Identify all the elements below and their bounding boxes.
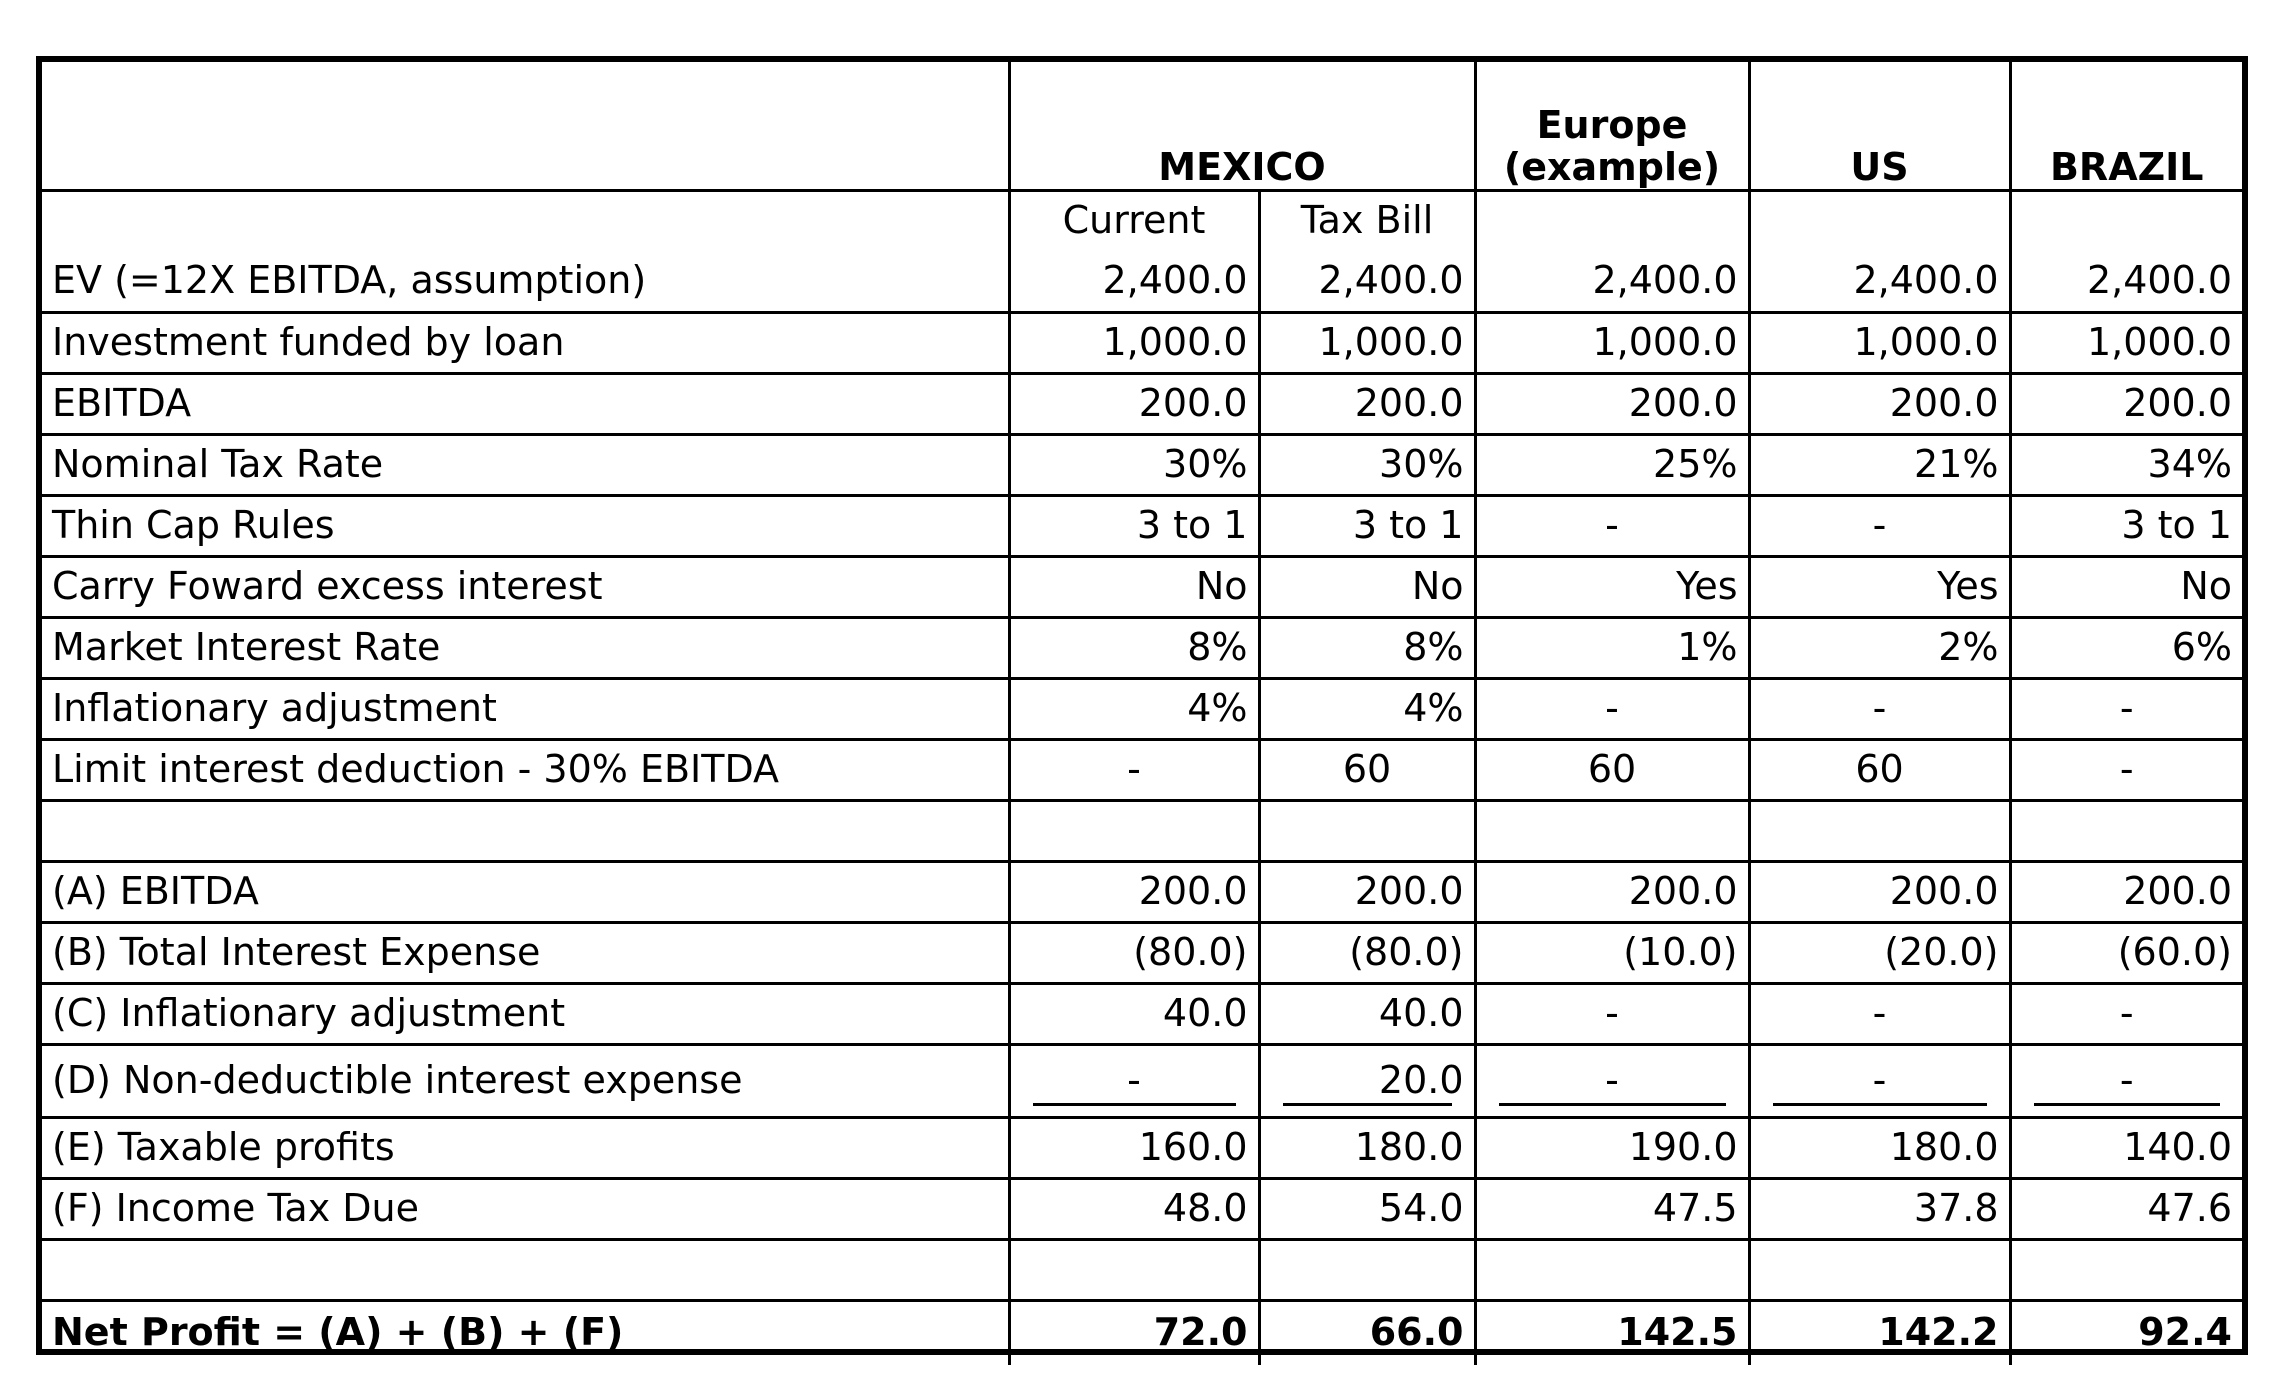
row-value: 8% (1403, 624, 1464, 669)
row-value-cell (1259, 312, 1475, 373)
row-value-cell (1749, 922, 2010, 983)
row-value: 37.8 (1913, 1185, 1999, 1230)
row-value: 200.0 (1138, 380, 1248, 425)
row-value: (10.0) (1623, 929, 1738, 974)
row-value: (20.0) (1884, 929, 1999, 974)
row-value-cell (1749, 739, 2010, 800)
row-value-cell (1475, 678, 1749, 739)
header-europe (1475, 62, 1749, 190)
row-value-cell (1259, 922, 1475, 983)
table-row (42, 800, 2242, 861)
row-value-cell (1475, 495, 1749, 556)
row-label: EV (=12X EBITDA, assumption) (42, 251, 1009, 312)
subheader-tax-bill: Tax Bill (1259, 190, 1475, 251)
row-value-cell (2010, 800, 2242, 861)
row-label: Net Profit = (A) + (B) + (F) (42, 1300, 1009, 1365)
row-value: 72.0 (1153, 1310, 1248, 1355)
row-value: 1,000.0 (2086, 319, 2232, 364)
row-value: - (2119, 990, 2134, 1035)
row-value-cell (1009, 1239, 1259, 1300)
row-value-cell (2010, 1300, 2242, 1365)
row-value-cell (2010, 1178, 2242, 1239)
row-value-cell (1259, 495, 1475, 556)
row-value: 200.0 (2123, 380, 2232, 425)
row-value-cell (2010, 1044, 2242, 1117)
table-row (42, 617, 2242, 678)
row-value-cell (1259, 983, 1475, 1044)
row-value-cell (1475, 1300, 1749, 1365)
row-value: 142.2 (1878, 1310, 1999, 1355)
table-row (42, 1117, 2242, 1178)
row-label: (A) EBITDA (42, 861, 1009, 922)
row-value-cell (1749, 1178, 2010, 1239)
row-value: 21% (1914, 441, 1999, 486)
row-value: - (1605, 1057, 1619, 1102)
row-value-cell (1749, 434, 2010, 495)
header-brazil: BRAZIL (2010, 62, 2242, 190)
subheader-europe-blank (1475, 190, 1749, 251)
row-value-cell (1475, 861, 1749, 922)
table-row (42, 678, 2242, 739)
row-value: 200.0 (1889, 380, 1999, 425)
table-row (42, 1178, 2242, 1239)
row-value: 180.0 (1354, 1124, 1464, 1169)
row-label: Market Interest Rate (42, 617, 1009, 678)
row-value-cell (1259, 556, 1475, 617)
row-value-cell (2010, 678, 2242, 739)
row-value: 20.0 (1378, 1057, 1464, 1102)
row-value-cell (1009, 861, 1259, 922)
row-value: 2,400.0 (2086, 257, 2232, 302)
row-value: - (1605, 990, 1619, 1035)
row-value-cell (1749, 678, 2010, 739)
row-value: 200.0 (1889, 868, 1999, 913)
row-value: 4% (1403, 685, 1464, 730)
table-row (42, 373, 2242, 434)
row-value-cell (1475, 1178, 1749, 1239)
row-value: (80.0) (1133, 929, 1248, 974)
row-value: 30% (1163, 441, 1248, 486)
table-row (42, 1239, 2242, 1300)
row-value-cell (1009, 312, 1259, 373)
row-label: Nominal Tax Rate (42, 434, 1009, 495)
row-value: 1,000.0 (1592, 319, 1738, 364)
row-value: 2,400.0 (1592, 257, 1738, 302)
row-value: 34% (2147, 441, 2232, 486)
row-value: 54.0 (1378, 1185, 1464, 1230)
row-value-cell (1475, 800, 1749, 861)
row-value: - (1605, 685, 1619, 730)
row-value-cell (1749, 983, 2010, 1044)
row-value-cell (1475, 556, 1749, 617)
row-value: Yes (1937, 563, 1999, 608)
row-value: - (1127, 746, 1141, 791)
row-value: - (2119, 746, 2134, 791)
row-value-cell (1475, 434, 1749, 495)
row-value: 6% (2171, 624, 2232, 669)
row-value: No (1195, 563, 1248, 608)
row-value-cell (2010, 983, 2242, 1044)
row-value-cell (1009, 373, 1259, 434)
subtotal-underline (2034, 1103, 2221, 1106)
row-value: 40.0 (1162, 990, 1248, 1035)
row-value-cell (1749, 251, 2010, 312)
row-value: 47.6 (2147, 1185, 2232, 1230)
row-value-cell (1259, 1178, 1475, 1239)
table-row (42, 556, 2242, 617)
row-value: 60 (1342, 746, 1392, 791)
row-value: 200.0 (1354, 868, 1464, 913)
row-value: 1% (1677, 624, 1738, 669)
row-value: 190.0 (1628, 1124, 1738, 1169)
table-row (42, 495, 2242, 556)
subtotal-underline (1033, 1103, 1236, 1106)
row-value: 200.0 (1354, 380, 1464, 425)
subheader-us-blank (1749, 190, 2010, 251)
row-value-cell (1475, 1117, 1749, 1178)
table-row (42, 739, 2242, 800)
row-value-cell (1009, 678, 1259, 739)
row-value-cell (1749, 312, 2010, 373)
row-label: Inflationary adjustment (42, 678, 1009, 739)
row-value-cell (1259, 1300, 1475, 1365)
row-value: - (2119, 1057, 2134, 1102)
row-value: 3 to 1 (1352, 502, 1464, 547)
row-value: 66.0 (1369, 1310, 1464, 1355)
row-value: 8% (1187, 624, 1248, 669)
row-value: 200.0 (2123, 868, 2232, 913)
row-value: Yes (1676, 563, 1738, 608)
row-value-cell (1009, 556, 1259, 617)
row-value-cell (2010, 556, 2242, 617)
row-value: - (1872, 1057, 1887, 1102)
row-value-cell (1475, 739, 1749, 800)
row-value: 142.5 (1617, 1310, 1738, 1355)
table-row (42, 861, 2242, 922)
row-value: 200.0 (1628, 380, 1738, 425)
row-value-cell (1749, 495, 2010, 556)
row-value: 1,000.0 (1318, 319, 1464, 364)
row-label: Carry Foward excess interest (42, 556, 1009, 617)
row-label: (F) Income Tax Due (42, 1178, 1009, 1239)
row-label (42, 800, 1009, 861)
row-value: 25% (1653, 441, 1738, 486)
row-value-cell (1009, 251, 1259, 312)
row-value: - (1605, 502, 1619, 547)
row-label: Thin Cap Rules (42, 495, 1009, 556)
row-value: 140.0 (2123, 1124, 2232, 1169)
table-row (42, 251, 2242, 312)
row-value-cell (1009, 739, 1259, 800)
row-value-cell (1475, 617, 1749, 678)
row-value-cell (2010, 1239, 2242, 1300)
row-value-cell (2010, 495, 2242, 556)
row-value-cell (1259, 251, 1475, 312)
table-row (42, 312, 2242, 373)
row-value-cell (1009, 434, 1259, 495)
row-value-cell (1475, 1239, 1749, 1300)
row-value-cell (2010, 1117, 2242, 1178)
row-label (42, 1239, 1009, 1300)
row-value-cell (1475, 922, 1749, 983)
row-value-cell (1749, 1117, 2010, 1178)
row-value-cell (1259, 373, 1475, 434)
row-value-cell (1259, 678, 1475, 739)
row-value-cell (1749, 373, 2010, 434)
subheader-blank-cell (42, 190, 1009, 251)
subtotal-underline (1499, 1103, 1726, 1106)
row-value-cell (1259, 1044, 1475, 1117)
row-value-cell (2010, 739, 2242, 800)
row-value: 60 (1587, 746, 1637, 791)
subheader-current: Current (1009, 190, 1259, 251)
row-value-cell (1259, 861, 1475, 922)
row-value: 40.0 (1378, 990, 1464, 1035)
row-value-cell (1259, 1239, 1475, 1300)
row-value-cell (2010, 312, 2242, 373)
tax-comparison-table (42, 62, 2242, 1365)
row-value-cell (1749, 1239, 2010, 1300)
row-value-cell (2010, 251, 2242, 312)
row-value-cell (1259, 739, 1475, 800)
row-value: 60 (1855, 746, 1904, 791)
row-value-cell (1009, 495, 1259, 556)
row-value: 2,400.0 (1853, 257, 1999, 302)
comparison-table-frame (36, 56, 2248, 1355)
header-blank-cell (42, 62, 1009, 190)
subheader-brazil-blank (2010, 190, 2242, 251)
row-value-cell (1009, 1117, 1259, 1178)
row-value: (80.0) (1349, 929, 1464, 974)
row-value-cell (1259, 434, 1475, 495)
row-label: (C) Inflationary adjustment (42, 983, 1009, 1044)
subtotal-underline (1773, 1103, 1987, 1106)
row-label: (B) Total Interest Expense (42, 922, 1009, 983)
row-value-cell (1749, 617, 2010, 678)
row-value-cell (1009, 922, 1259, 983)
row-value-cell (1749, 1300, 2010, 1365)
row-value: - (1872, 685, 1887, 730)
row-value: 1,000.0 (1853, 319, 1999, 364)
row-label: Investment funded by loan (42, 312, 1009, 373)
row-value-cell (1475, 373, 1749, 434)
row-value-cell (1009, 1178, 1259, 1239)
row-value-cell (1009, 617, 1259, 678)
row-label: (D) Non-deductible interest expense (42, 1044, 1009, 1117)
row-value-cell (1009, 1300, 1259, 1365)
table-row (42, 434, 2242, 495)
table-row (42, 1300, 2242, 1365)
row-value: - (1872, 990, 1887, 1035)
row-value: 2,400.0 (1318, 257, 1464, 302)
row-value: 200.0 (1628, 868, 1738, 913)
subtotal-underline (1283, 1103, 1452, 1106)
row-value: 48.0 (1162, 1185, 1248, 1230)
row-value: - (2119, 685, 2134, 730)
row-value: - (1872, 502, 1887, 547)
row-value: No (2180, 563, 2232, 608)
table-row (42, 922, 2242, 983)
row-value: 92.4 (2138, 1310, 2232, 1355)
row-value-cell (2010, 434, 2242, 495)
row-label: Limit interest deduction - 30% EBITDA (42, 739, 1009, 800)
row-value-cell (1259, 617, 1475, 678)
row-value-cell (2010, 922, 2242, 983)
row-value-cell (1749, 861, 2010, 922)
subheader-row (42, 190, 2242, 251)
row-value: (60.0) (2117, 929, 2232, 974)
row-label: EBITDA (42, 373, 1009, 434)
row-value-cell (2010, 617, 2242, 678)
table-row (42, 983, 2242, 1044)
row-value-cell (1749, 1044, 2010, 1117)
row-value-cell (1259, 800, 1475, 861)
header-us: US (1749, 62, 2010, 190)
row-value-cell (1009, 983, 1259, 1044)
row-value-cell (1009, 800, 1259, 861)
row-value: No (1411, 563, 1464, 608)
row-value: 160.0 (1138, 1124, 1248, 1169)
row-value: 200.0 (1138, 868, 1248, 913)
row-label: (E) Taxable profits (42, 1117, 1009, 1178)
header-row (42, 62, 2242, 190)
row-value-cell (2010, 861, 2242, 922)
row-value: 180.0 (1889, 1124, 1999, 1169)
row-value-cell (2010, 373, 2242, 434)
row-value: 3 to 1 (1136, 502, 1248, 547)
row-value: 4% (1187, 685, 1248, 730)
row-value-cell (1475, 1044, 1749, 1117)
row-value: 2% (1938, 624, 1999, 669)
row-value-cell (1475, 983, 1749, 1044)
row-value-cell (1749, 556, 2010, 617)
row-value-cell (1475, 251, 1749, 312)
row-value-cell (1475, 312, 1749, 373)
row-value-cell (1749, 800, 2010, 861)
row-value: 2,400.0 (1102, 257, 1248, 302)
row-value: 30% (1379, 441, 1464, 486)
row-value: - (1127, 1057, 1141, 1102)
row-value: 1,000.0 (1102, 319, 1248, 364)
header-mexico: MEXICO (1009, 62, 1475, 190)
row-value-cell (1259, 1117, 1475, 1178)
header-europe-line1: Europe (1536, 102, 1688, 147)
row-value: 47.5 (1652, 1185, 1738, 1230)
table-row (42, 1044, 2242, 1117)
row-value: 3 to 1 (2121, 502, 2232, 547)
header-europe-line2: (example) (1503, 144, 1721, 189)
row-value-cell (1009, 1044, 1259, 1117)
